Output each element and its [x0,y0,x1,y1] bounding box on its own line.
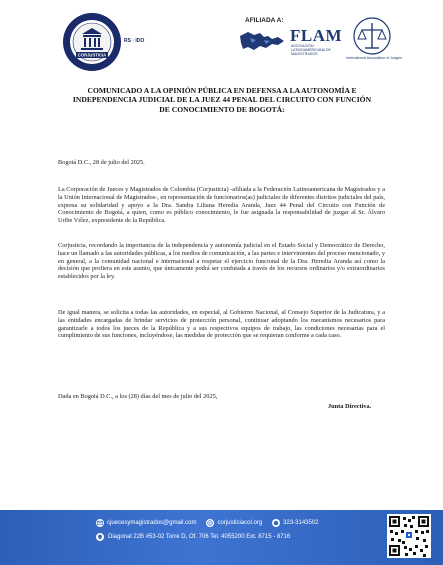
affiliated-label: AFILIADA A: [245,17,284,24]
globe-icon [206,519,214,527]
location-pin-icon [96,533,104,541]
footer-address: Diagonal 22B #53-02 Torre D, Of. 706 Tel. 4055200 Ext. 8715 - 8716 [108,534,291,540]
closing-line: Dada en Bogotá D.C., a los (28) días del mes de julio del 2025, [58,393,218,400]
uim-subtitle: International Association of Judges [346,56,402,60]
logo-wordmark: CORJUSTICIA [77,52,107,58]
email-icon [96,519,104,527]
flam-title: FLAM [290,26,343,45]
footer-address-row [96,533,290,541]
footer-phone[interactable]: 323-3143502 [283,520,319,526]
logo-side-text: RS · IDO [124,38,145,44]
signature: Junta Directiva. [328,403,372,410]
document-title: COMUNICADO A LA OPINIÓN PÚBLICA EN DEFENSA A LA AUTONOMÍA E INDEPENDENCIA JUDICIAL DE LA JUEZ 44 PENAL DEL CIRCUITO CON FUNCIÓN DE CONOCIMIENTO DE BOGOTÁ: [72,86,372,114]
footer-contacts [96,519,319,527]
flam-subtitle: ASOCIACIÓN LATINOAMERICANA DE MAGISTRADOS [291,44,331,56]
footer-website[interactable]: corjusticiacol.org [217,520,263,526]
qr-code[interactable] [387,514,431,558]
corjusticia-logo [62,12,122,72]
paragraph-2: Corjusticia, recordando la importancia de la independencia y autonomía judicial en el Estado Social y Democrático de Derecho, hace un llamado a las autoridades públicas, a los medios de comunicación, a las partes e intervinientes del proceso mencionado, y en general, a la comunidad nacional e internacional a respetar el ejercicio funcional de la Dra. Heredia Aranda así como la decisión que profiera en este asunto, que únicamente podrá ser confutada a través de los recursos ordinarios y/o extraordinarios establecidos por la ley. [58,242,385,280]
latin-america-map-icon [238,28,286,54]
date-line: Bogotá D.C., 28 de julio del 2025. [58,159,145,166]
footer-email[interactable]: cjuecesymagistrados@gmail.com [107,520,197,526]
paragraph-1: La Corporación de Jueces y Magistrados de Colombia (Corjusticia) -afiliada a la Federación Latinoamericana de Magistrados y a la Unión Internacional de Magistrados-, en representación de funcionarios(as) judiciales de diferentes distritos judiciales del país, expresa su solidaridad y apoyo a la Dra. Sandra Liliana Heredia Aranda, Juez 44 Penal del Circuito con Función de Conocimiento de Bogotá, a quien, como es público conocimiento, le fue asignada la responsabilidad de juzgar al Sr. Álvaro Uribe Vélez, expresidente de la República. [58,186,385,224]
whatsapp-icon [272,519,280,527]
paragraph-3: De igual manera, se solicita a todas las autoridades, en especial, al Gobierno Nacional, al Consejo Superior de la Judicatura, y a las entidades encargadas de brindar servicios de protección personal, continuar adoptando los mecanismos necesarios para garantizarle a todos los jueces de la República y a sus respectivos equipos de trabajo, las condiciones necesarias para el cumplimiento de sus funciones, incluyéndose, las medidas de protección que se requieran conforme a cada caso. [58,309,385,340]
uim-logo [352,16,392,56]
